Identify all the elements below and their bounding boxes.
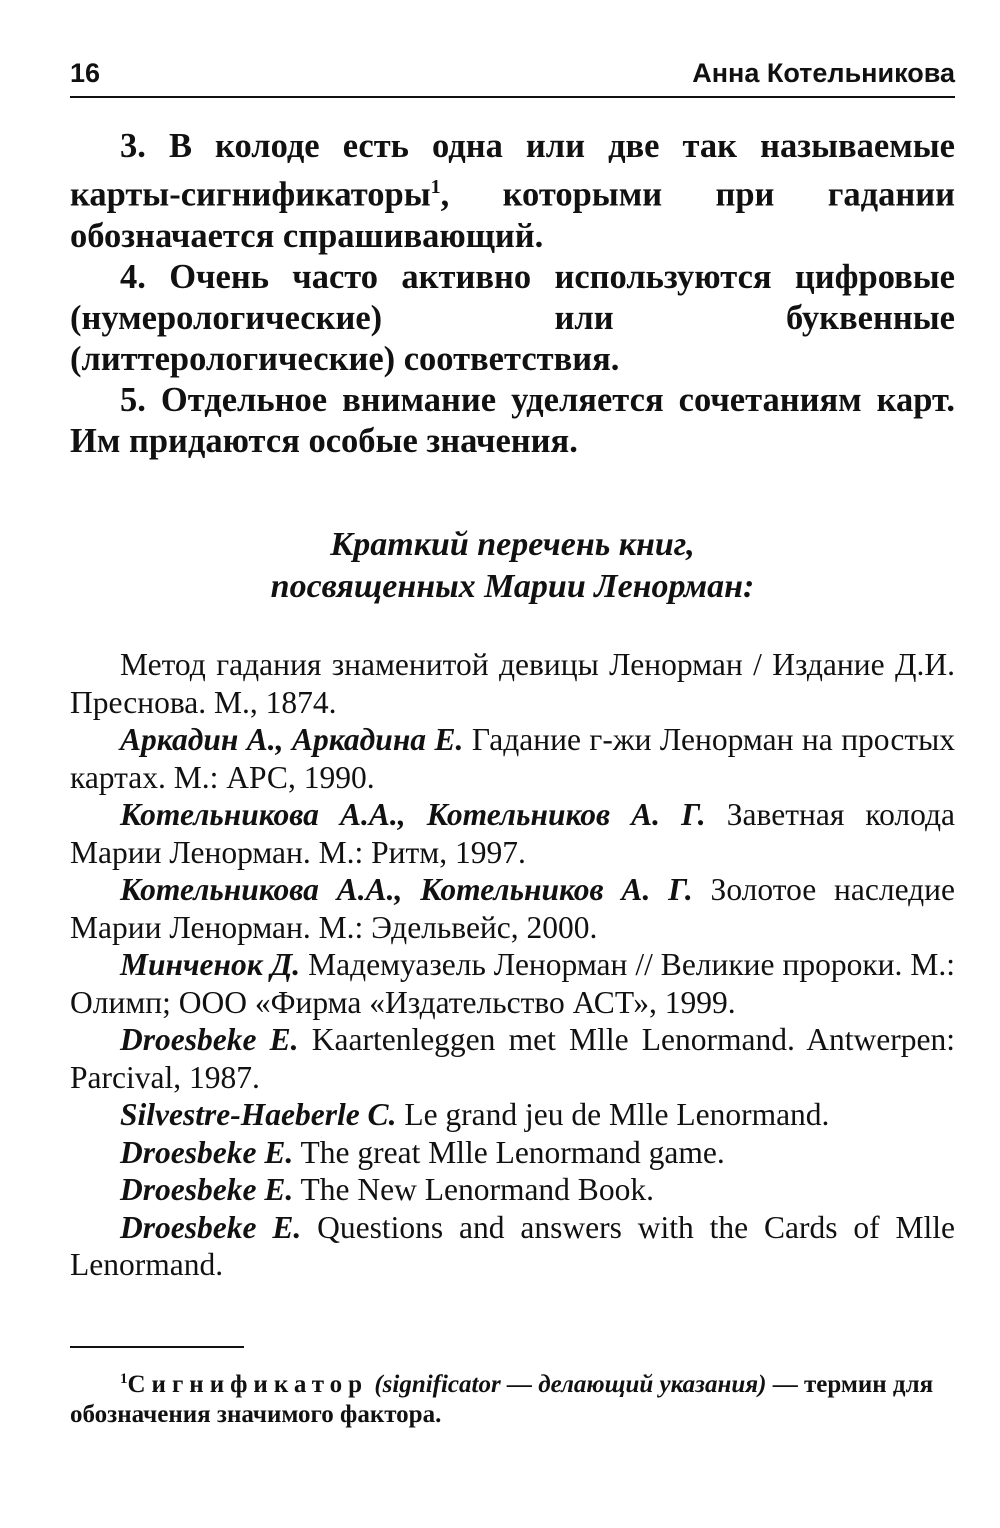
bibliography-entry: Silvestre-Haeberle C. Le grand jeu de Mlle Lenormand.: [120, 1097, 830, 1132]
footnote: [70, 1364, 955, 1430]
paragraph-5: 5. Отдельное внимание уделяется сочетаниям карт. Им придаются особые значения.: [70, 380, 955, 460]
footnote-mark: 1: [120, 1371, 128, 1387]
bibliography-entry: Котельникова А.А., Котельников А. Г. Заветная колода Марии Ленорман. М.: Ритм, 1997.: [70, 797, 956, 870]
footnote-term: Сигнификатор: [127, 1371, 369, 1398]
bibliography-entry: Метод гадания знаменитой девицы Ленорман / Издание Д.И. Преснова. М., 1874.: [70, 647, 955, 720]
bibliography-entry: Минченок Д. Мадемуазель Ленорман // Великие пророки. М.: Олимп; ООО «Фирма «Издательство АСТ», 1999.: [70, 947, 955, 1020]
footnote-text: — термин для обозначения значимого фактора.: [70, 1371, 934, 1428]
footnote-gloss: (significator — делающий указания): [374, 1371, 767, 1398]
paragraph-4: 4. Очень часто активно используются цифровые (нумерологические) или буквенные (литтерологические) соответствия.: [70, 257, 955, 378]
bibliography-entry: Droesbeke E. Kaartenleggen met Mlle Lenormand. Antwerpen: Parcival, 1987.: [70, 1022, 955, 1095]
heading-line-2: посвященных Марии Ленорман:: [270, 568, 755, 605]
running-author: Анна Котельникова: [692, 58, 955, 88]
footnote-reference[interactable]: 1: [430, 176, 441, 198]
heading-line-1: Краткий перечень книг,: [330, 526, 695, 563]
section-heading: [70, 524, 955, 608]
body-text: [70, 126, 955, 462]
footnote-divider: [70, 1346, 244, 1348]
paragraph-3: 3. В колоде есть одна или две так называемые карты-сигнификаторы$^1$, которыми при гадании обозначается спрашивающий.: [70, 127, 955, 255]
bibliography-list: [70, 646, 955, 1284]
bibliography-entry: Аркадин А., Аркадина Е. Гадание г-жи Ленорман на простых картах. М.: АРС, 1990.: [70, 722, 956, 795]
bibliography-entry: Droesbeke E. The New Lenormand Book.: [120, 1172, 654, 1207]
bibliography-entry: Droesbeke E. The great Mlle Lenormand game.: [120, 1134, 725, 1170]
page-number: 16: [70, 58, 101, 88]
running-header: [70, 54, 955, 98]
bibliography-entry: Котельникова А.А., Котельников А. Г. Золотое наследие Марии Ленорман. М.: Эдельвейс, 2000.: [70, 872, 956, 945]
bibliography-entry: Droesbeke E. Questions and answers with the Cards of Mlle Lenormand.: [70, 1209, 955, 1282]
